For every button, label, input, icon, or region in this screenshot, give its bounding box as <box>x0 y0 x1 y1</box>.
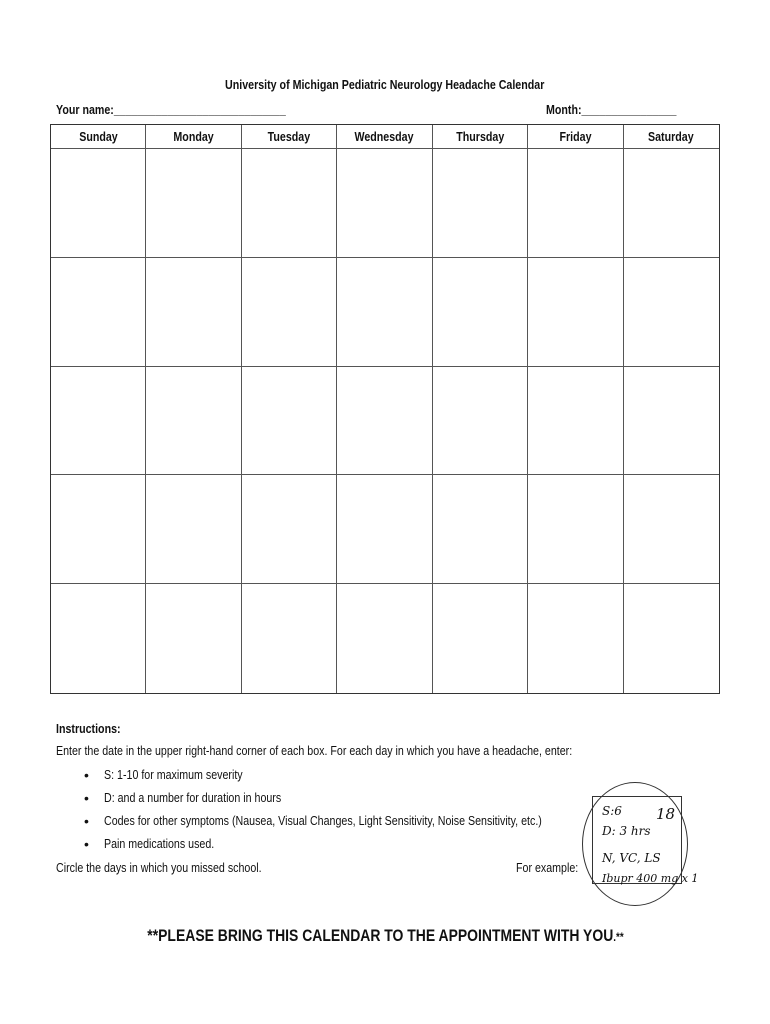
day-cell[interactable] <box>51 258 146 367</box>
month-field[interactable]: Month:________________ <box>546 102 677 117</box>
day-cell[interactable] <box>337 149 432 258</box>
day-cell[interactable] <box>337 475 432 584</box>
day-cell[interactable] <box>624 367 719 476</box>
day-cell[interactable] <box>242 258 337 367</box>
day-cell[interactable] <box>51 367 146 476</box>
day-cell[interactable] <box>51 584 146 693</box>
example-medication: Ibupr 400 mg x 1 <box>602 872 699 885</box>
example-duration: D: 3 hrs <box>602 824 651 838</box>
day-cell[interactable] <box>337 258 432 367</box>
day-cell[interactable] <box>242 475 337 584</box>
day-cell[interactable] <box>624 475 719 584</box>
day-cell[interactable] <box>337 584 432 693</box>
example-day-box <box>584 782 699 908</box>
day-cell[interactable] <box>242 584 337 693</box>
day-cell[interactable] <box>146 475 241 584</box>
circle-note: Circle the days in which you missed school. <box>56 860 262 875</box>
day-cell[interactable] <box>433 584 528 693</box>
day-cell[interactable] <box>51 475 146 584</box>
day-cell[interactable] <box>242 149 337 258</box>
your-name-field[interactable]: Your name:_____________________________ <box>56 102 286 117</box>
day-cell[interactable] <box>146 258 241 367</box>
day-cell[interactable] <box>528 367 623 476</box>
day-cell[interactable] <box>528 584 623 693</box>
list-item: • D: and a number for duration in hours <box>84 789 638 812</box>
example-severity: S:6 <box>602 804 622 818</box>
day-header-friday: Friday <box>528 125 623 149</box>
instructions-list <box>84 766 638 858</box>
day-header-sunday: Sunday <box>51 125 146 149</box>
list-item: • S: 1-10 for maximum severity <box>84 766 638 789</box>
day-cell[interactable] <box>242 367 337 476</box>
calendar-grid <box>50 124 720 694</box>
day-cell[interactable] <box>528 258 623 367</box>
list-item: • Codes for other symptoms (Nausea, Visual Changes, Light Sensitivity, Noise Sensitivity, etc.) <box>84 812 638 835</box>
day-cell[interactable] <box>433 258 528 367</box>
day-cell[interactable] <box>624 258 719 367</box>
day-cell[interactable] <box>146 367 241 476</box>
day-cell[interactable] <box>528 475 623 584</box>
example-date: 18 <box>656 805 676 823</box>
day-cell[interactable] <box>433 475 528 584</box>
day-header-saturday: Saturday <box>624 125 719 149</box>
day-cell[interactable] <box>433 149 528 258</box>
day-cell[interactable] <box>433 367 528 476</box>
page-title: University of Michigan Pediatric Neurology Headache Calendar <box>225 77 545 92</box>
day-header-tuesday: Tuesday <box>242 125 337 149</box>
footer-reminder: **PLEASE BRING THIS CALENDAR TO THE APPOINTMENT WITH YOU.** <box>146 926 624 945</box>
day-cell[interactable] <box>337 367 432 476</box>
day-header-wednesday: Wednesday <box>337 125 432 149</box>
day-cell[interactable] <box>146 584 241 693</box>
day-header-thursday: Thursday <box>433 125 528 149</box>
day-cell[interactable] <box>528 149 623 258</box>
instructions-intro: Enter the date in the upper right-hand corner of each box. For each day in which you have a headache, enter: <box>56 743 573 758</box>
example-symptoms: N, VC, LS <box>602 851 661 865</box>
day-cell[interactable] <box>624 584 719 693</box>
day-cell[interactable] <box>51 149 146 258</box>
list-item: • Pain medications used. <box>84 835 638 858</box>
day-cell[interactable] <box>146 149 241 258</box>
day-cell[interactable] <box>624 149 719 258</box>
instructions-heading: Instructions: <box>56 721 121 736</box>
day-header-monday: Monday <box>146 125 241 149</box>
example-label: For example: <box>516 860 579 875</box>
